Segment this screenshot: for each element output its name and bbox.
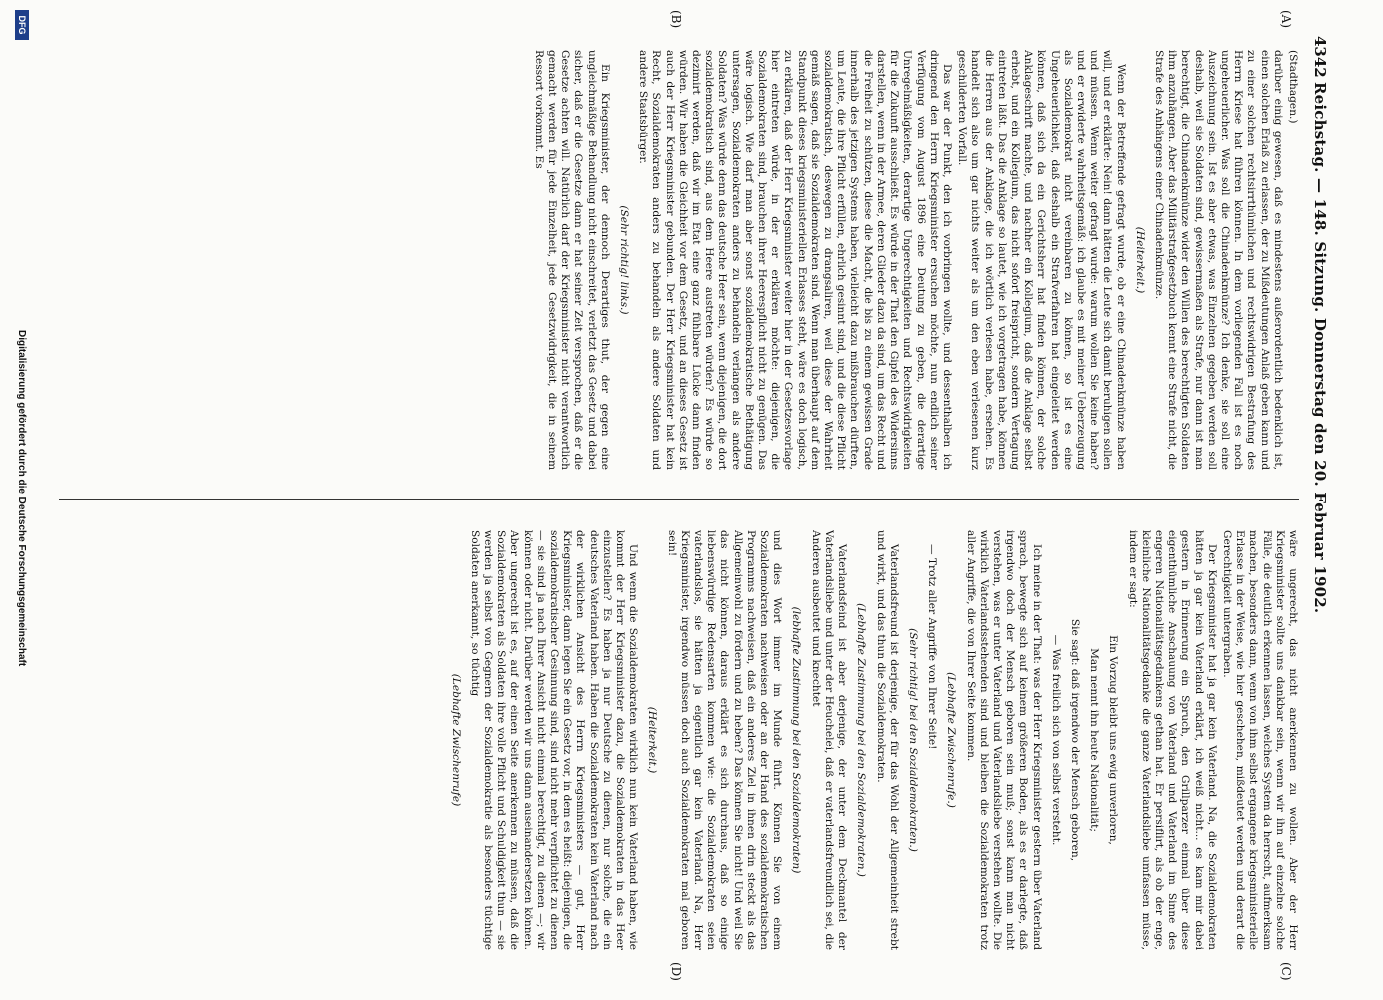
- left-paragraph-2: Wenn der Betreffende gefragt wurde, ob er eine Chinadenkmünze haben will, und er erklärte: Nein! dann hätten die Leute sich damit beruhigen sollen und müssen. Wenn weiter gefragt wurde: warum wollen Sie keine haben? und er erwiderte wahrheitsgemäß: ich glaube es mit meiner Ueberzeugung als Sozialdemokrat nicht vereinbaren zu können, so ist es eine Ungeheuerlichkeit, daß deshalb ein Strafverfahren hat eingeleitet werden können, daß sich da ein Gerichtsherr hat finden können, der solche Anklageschrift machte, und nachher ein Kollegium, daß die Anklage selbst erhebt, und ein Kollegium, das nicht sofort freispricht, sondern Vertagung eintreten läßt. Das die Anklage so lautet, wie ich vorgetragen habe, können die Herren aus der Anklage, die ich wörtlich verlesen habe, ersehen. Es handelt sich also um gar nichts weiter als um den eben verlesenen kurz geschilderten Vorfall.: [956, 50, 1127, 470]
- right-interjection-1: (Lebhafte Zwischenrufe.): [945, 672, 958, 808]
- page-header: [1291, 0, 1383, 1000]
- margin-mark-b: (B): [669, 10, 683, 29]
- verse-line-1: Ein Vorzug bleibt uns ewig unverloren,: [1107, 635, 1120, 845]
- page-number: 4342: [1311, 36, 1329, 78]
- left-paragraph-4: Ein Kriegsminister, der dennoch Derartiges thut, der gegen eine ungleichmäßige Behandlung nicht einschreitet, verletzt das Gesetz und dabei sicher, daß er die Gesetze dann er hat seiner Zeit versprochen, daß er die Gesetze achten will. Natürlich darf der Kriegsminister nicht verantwortlich gemacht werden für jede Einzelheit, jede Gesetzwidrigkeit, die in seinem Ressort vorkommt. Es: [532, 50, 611, 470]
- left-column: [59, 50, 1299, 470]
- right-paragraph-8: Und wenn die Sozialdemokraten wirklich nun kein Vaterland haben, wie kommt der Herr Kriegsminister dazu, die Sozialdemokraten in das Heer einzustellen? Es haben ja nur Deutsche zu dienen, nur solche, die ein deutsches Vaterland haben. Haben die Sozialdemokraten kein Vaterland nach der wirklichen Ansicht des Herrn Kriegsministers — gut, Herr Kriegsminister, dann legen Sie ein Gesetz vor, in dem es heißt: diejenigen, die sozialdemokratischer Gesinnung sind, sind nicht mehr verpflichtet zu dienen — sie sind ja nach Ihrer Ansicht nicht einmal berechtigt, zu dienen —; wir können oder nicht. Darüber werden wir uns dann auseinandersetzen können. Aber ungerecht ist es, auf der einen Seite anerkennen zu müssen, daß die Sozialdemokraten als Soldaten ihre volle Pflicht und Schuldigkeit thun — sie werden ja selbst von Gegnern der Sozialdemokratie als besonders tüchtige Soldaten anerkannt, so tüchtig: [468, 530, 640, 950]
- right-paragraph-4: — Trotz aller Angriffe von Ihrer Seite!: [926, 544, 939, 750]
- digitization-note: Digitalisierung gefördert durch die Deutsche Forschungsgemeinschaft: [16, 330, 27, 667]
- dfg-logo: DFG: [15, 10, 29, 40]
- right-paragraph-3: Ich meine in der That: was der Herr Kriegsminister gestern über Vaterland sprach, bewegte sich auf keinem größeren Boden, als es er darlegte, daß irgendwo doch der Mensch geboren sein muß; sonst kann man nicht verstehen, was er unter Vaterland und Vaterlandsliebe verstehen wollte. Die wirklich Vaterlandsstehenden sind und bleiben die Sozialdemokraten trotz aller Angriffe, die von Ihrer Seite kommen.: [964, 530, 1043, 950]
- left-paragraph-1: darüber einig gewesen, daß es mindestens außerordentlich bedenklich ist, einen solchen Erlaß zu erlassen, der zu Mißdeutungen Anlaß geben kann und zu einer solchen rechtsirrthümlichen und rechtswidrigen Bestrafung des Herrn Kriese hat führen können. In dem vorliegenden Fall ist es noch ungeheuerlicher. Was soll die Chinadenkmünze? Ich denke, sie soll eine Auszeichnung sein. Ist es aber etwas, was Einzelnen gegeben werden soll deshalb, weil sie Soldaten sind, gewissermaßen als Strafe, nur dann ist man berechtigt, die Chinadenkmünze wider den Willen des berechtigten Soldaten ihm anzuhängen. Aber das Militärstrafgesetzbuch kennt eine Strafe nicht, die Strafe des Anhängens einer Chinadenkmünze.: [1152, 50, 1284, 470]
- margin-mark-a: (A): [1279, 10, 1293, 29]
- right-interjection-3: (Lebhafte Zustimmung bei den Sozialdemokraten.): [855, 603, 868, 877]
- right-interjection-2: (Sehr richtig! bei den Sozialdemokraten.): [906, 628, 919, 852]
- margin-mark-c: (C): [1279, 962, 1293, 981]
- digitization-footer: [1, 0, 47, 1000]
- left-interjection-2: (Sehr richtig! links.): [618, 205, 631, 315]
- column-divider: [59, 499, 1299, 500]
- speaker-continuation: (Stadthagen.): [1287, 50, 1299, 124]
- right-paragraph-5: Vaterlandsfreund ist derjenige, der für das Wohl der Allgemeinheit strebt und wirkt, und das thun die Sozialdemokraten.: [874, 530, 900, 950]
- margin-mark-d: (D): [669, 962, 683, 981]
- right-paragraph-1: wäre ungerecht, das nicht anerkennen zu wollen. Aber der Herr Kriegsminister sollte uns dankbar sein, wenn wir ihn auf einzelne solche Fälle, die deutlich erkennen lassen, welches System da herrscht, aufmerksam machen, besonders dann, wenn von ihm selbst ergangene kriegsministerielle Erlasse in der Weise, wie hier geschehen, mißdeutet werden und derart die Gerechtigkeit untergraben.: [1220, 530, 1299, 950]
- running-title: Reichstag. — 148. Sitzung. Donnerstag den 20. Februar 1902.: [1311, 82, 1329, 614]
- right-paragraph-2: Der Kriegsminister hat ja gar kein Vaterland. Na, die Sozialdemokraten hätten ja gar kein Vaterland erklärt, ich weiß nicht... es kam mir dabei gestern in Erinnerung ein Spruch, den Grillparzer einmal über diese eigenthümliche Anschauung von Vaterland und Vaterland im Sinne des engeren Nationalitätsgedankens gethan hat. Er persiflirt, als ob der enge, kleinliche Nationalitätsgedanke die ganze Vaterlandsliebe umfassen müsse, indem er sagt:: [1126, 530, 1218, 950]
- right-paragraph-7: und dies Wort immer im Munde führt. Können Sie von einem Sozialdemokraten nachweisen oder an der Hand des sozialdemokratischen Programms nachweisen, daß ein anderes Ziel in ihnen drin steckt als das Allgemeinwohl zu fördern und zu heben? Das können Sie nicht! Und weil Sie das nicht können, daraus erklärt es sich durchaus, daß so einige liebenswürdige Redensarten kommen wie: die Sozialdemokraten seien vaterlandslos, sie hätten ja eigentlich gar kein Vaterland. Na, Herr Kriegsminister, irgendwo müssen doch auch Sozialdemokraten mal geboren sein!: [665, 530, 784, 950]
- verse-line-4: — Was freilich sich von selbst versteht.: [1049, 634, 1062, 846]
- verse-line-3: Sie sagt: daß irgendwo der Mensch geboren,: [1068, 618, 1081, 862]
- right-interjection-5: (Heiterkeit.): [646, 706, 659, 774]
- verse-line-2: Man nennt ihn heute Nationalität;: [1088, 648, 1101, 832]
- right-interjection-6: (Lebhafte Zwischenrufe): [449, 673, 462, 807]
- right-column: [59, 530, 1299, 950]
- left-paragraph-3: Das war der Punkt, den ich vorbringen wollte, und dessenthalben ich dringend den Herrn Kriegsminister ersuchen möchte, nun endlich seiner Verfügung vom August 1896 eine Deutung zu geben, die derartige Unregelmäßigkeiten, derartige Ungerechtigkeiten und Rechtswidrigkeiten für die Zukunft ausschließt. Es würde in der That den Gipfel des Widersinns darstellen, wenn in der Armee, deren Glieder dazu da sind, um das Recht und die Freiheit zu schützen, diese die Macht, die bis zu einem gewissen Grade innerhalb des jetzigen Systems haben, vielleicht dazu mißbrauchen dürften, um Leute, die ihre Pflicht erfüllen, ehrlich gesinnt sind, und die diese Pflicht sozialdemokratisch, deswegen zu drangsaliren, weil diese der Wahrheit gemäß sagen, daß sie Sozialdemokraten sind. Wenn man überhaupt auf dem Standpunkt dieses kriegsministeriellen Erlasses steht, wäre es doch logisch, zu erklären, daß der Herr Kriegsminister weiter hier in der Gesetzesvorlage hier eintreten würde, in der er erklären möchte: diejenigen, die Sozialdemokraten sind, brauchen ihrer Heerespflicht nicht zu genügen. Das wäre logisch. Wie darf man aber sonst sozialdemokratische Bethätigung untersagen, Sozialdemokraten anders zu behandeln verlangen als andere Soldaten? Was würde denn das deutsche Heer sein, wenn diejenigen, die dort sozialdemokratisch sind, aus dem Heere austreten würden? Es würde so dezimirt werden, daß wir im Etat eine ganz fühlbare Lücke dann finden würden. Wir haben die Gleichheit vor dem Gesetz, und an dieses Gesetz ist auch der Herr Kriegsminister gebunden. Der Herr Kriegsminister hat kein Recht, Sozialdemokraten anders zu behandeln als andere Soldaten und andere Staatsbürger.: [637, 50, 953, 470]
- right-paragraph-6: Vaterlandsfeind ist aber derjenige, der unter dem Deckmantel der Vaterlandsliebe und unter der Heuchelei, daß er vaterlandsfreundlich sei, die Anderen ausbeutet und knechtet: [809, 530, 849, 950]
- right-interjection-4: (lebhafte Zustimmung bei den Sozialdemokraten): [790, 606, 803, 874]
- left-interjection-1: (Heiterkeit.): [1133, 226, 1146, 294]
